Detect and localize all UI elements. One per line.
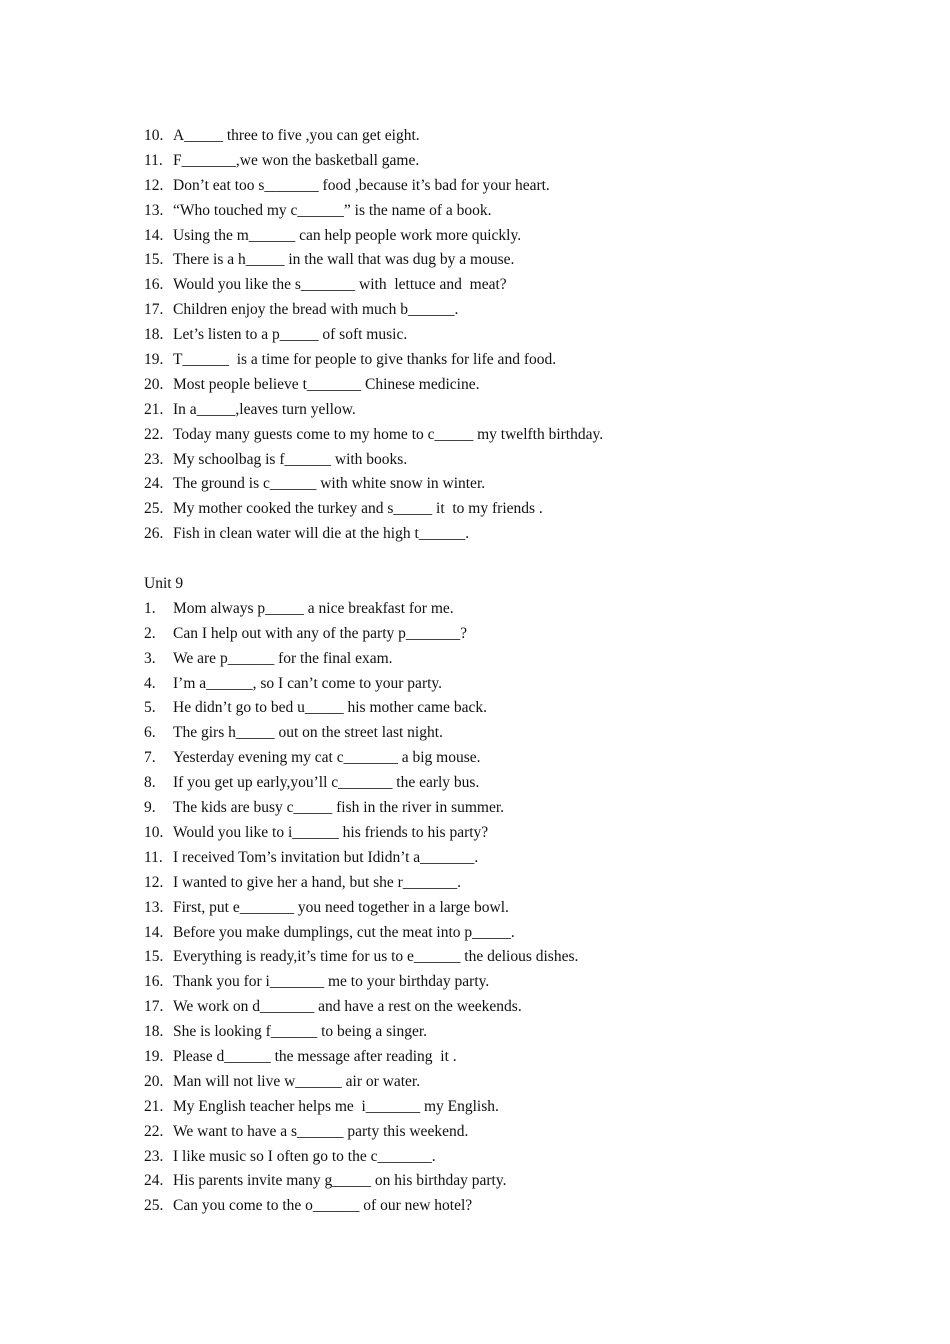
item-number: 20.: [144, 1072, 164, 1090]
exercise-item: [144, 298, 844, 323]
item-number: 15.: [144, 251, 164, 269]
item-sentence: Can I help out with any of the party p_______?: [173, 624, 468, 642]
item-number: 17.: [144, 998, 164, 1016]
item-number: 11.: [144, 151, 163, 169]
item-number: 23.: [144, 1147, 164, 1165]
exercise-item: [144, 821, 844, 846]
item-sentence: His parents invite many g_____ on his birthday party.: [173, 1172, 507, 1190]
item-sentence: She is looking f______ to being a singer.: [173, 1023, 428, 1041]
item-sentence: Man will not live w______ air or water.: [173, 1072, 421, 1090]
item-number: 22.: [144, 425, 164, 443]
exercise-item: [144, 597, 844, 622]
document-content: [144, 124, 844, 1219]
item-number: 12.: [144, 873, 164, 891]
item-number: 15.: [144, 948, 164, 966]
item-sentence: Most people believe t_______ Chinese medicine.: [173, 375, 480, 393]
item-sentence: T______ is a time for people to give thanks for life and food.: [173, 351, 557, 369]
exercise-item: [144, 647, 844, 672]
item-number: 18.: [144, 326, 164, 344]
item-sentence: Don’t eat too s_______ food ,because it’s bad for your heart.: [173, 176, 550, 194]
item-number: 10.: [144, 127, 164, 144]
item-sentence: Using the m______ can help people work more quickly.: [173, 226, 522, 244]
exercise-item: [144, 398, 844, 423]
item-number: 12.: [144, 176, 164, 194]
item-number: 21.: [144, 1097, 164, 1115]
item-sentence: Please d______ the message after reading it .: [173, 1047, 457, 1065]
item-sentence: There is a h_____ in the wall that was dug by a mouse.: [173, 251, 515, 269]
exercise-item: [144, 771, 844, 796]
item-number: 18.: [144, 1023, 164, 1041]
exercise-item: [144, 896, 844, 921]
item-number: 16.: [144, 973, 164, 991]
item-number: 4.: [144, 674, 156, 692]
exercise-item: [144, 248, 844, 273]
item-sentence: If you get up early,you’ll c_______ the early bus.: [173, 774, 480, 792]
exercise-item: [144, 348, 844, 373]
exercise-item: [144, 746, 844, 771]
exercise-item: [144, 970, 844, 995]
item-number: 23.: [144, 450, 164, 468]
item-number: 11.: [144, 848, 163, 866]
item-sentence: A_____ three to five ,you can get eight.: [173, 127, 420, 144]
item-number: 19.: [144, 1047, 164, 1065]
item-sentence: Fish in clean water will die at the high t______.: [173, 525, 470, 543]
exercise-item: [144, 373, 844, 398]
exercise-item: [144, 1095, 844, 1120]
exercise-item: [144, 1020, 844, 1045]
exercise-item: [144, 1194, 844, 1219]
item-number: 26.: [144, 525, 164, 543]
exercise-item: [144, 1169, 844, 1194]
exercise-item: [144, 846, 844, 871]
item-sentence: Yesterday evening my cat c_______ a big mouse.: [173, 749, 481, 767]
item-number: 17.: [144, 301, 164, 319]
item-number: 6.: [144, 724, 156, 742]
item-number: 7.: [144, 749, 156, 767]
exercise-item: [144, 522, 844, 547]
item-number: 5.: [144, 699, 156, 717]
item-number: 14.: [144, 923, 164, 941]
exercise-item: [144, 945, 844, 970]
exercise-item: [144, 199, 844, 224]
exercise-item: [144, 721, 844, 746]
exercise-item: [144, 1070, 844, 1095]
exercise-item: [144, 871, 844, 896]
item-sentence: Before you make dumplings, cut the meat into p_____.: [173, 923, 515, 941]
item-number: 16.: [144, 276, 164, 294]
exercise-item: [144, 273, 844, 298]
item-number: 10.: [144, 823, 164, 841]
item-sentence: Would you like the s_______ with lettuce and meat?: [173, 276, 507, 294]
item-number: 8.: [144, 774, 156, 792]
item-sentence: I wanted to give her a hand, but she r_______.: [173, 873, 461, 891]
item-sentence: My English teacher helps me i_______ my English.: [173, 1097, 499, 1115]
exercise-item: [144, 1145, 844, 1170]
item-sentence: I’m a______, so I can’t come to your party.: [173, 674, 443, 692]
item-sentence: The girs h_____ out on the street last night.: [173, 724, 443, 742]
section-heading-unit-9: Unit 9: [144, 575, 184, 593]
item-number: 24.: [144, 475, 164, 493]
item-sentence: My mother cooked the turkey and s_____ it to my friends .: [173, 500, 543, 518]
item-sentence: The ground is c______ with white snow in winter.: [173, 475, 486, 493]
item-number: 9.: [144, 799, 156, 817]
exercise-item: [144, 622, 844, 647]
exercise-item: [144, 921, 844, 946]
item-sentence: “Who touched my c______” is the name of a book.: [173, 201, 492, 219]
exercise-item: [144, 995, 844, 1020]
item-sentence: We are p______ for the final exam.: [173, 649, 393, 667]
item-sentence: Would you like to i______ his friends to his party?: [173, 823, 489, 841]
item-sentence: The kids are busy c_____ fish in the river in summer.: [173, 799, 505, 817]
item-sentence: We work on d_______ and have a rest on the weekends.: [173, 998, 522, 1016]
exercise-item: [144, 497, 844, 522]
item-sentence: In a_____,leaves turn yellow.: [173, 400, 356, 418]
exercise-list-part-1: [144, 124, 844, 547]
exercise-item: [144, 323, 844, 348]
item-number: 14.: [144, 226, 164, 244]
item-sentence: Can you come to the o______ of our new hotel?: [173, 1197, 473, 1215]
exercise-item: [144, 423, 844, 448]
item-sentence: Children enjoy the bread with much b______.: [173, 301, 459, 319]
exercise-item: [144, 224, 844, 249]
item-number: 13.: [144, 201, 164, 219]
exercise-item: [144, 174, 844, 199]
exercise-item: [144, 124, 844, 149]
item-number: 20.: [144, 375, 164, 393]
exercise-item: [144, 796, 844, 821]
item-number: 21.: [144, 400, 164, 418]
item-sentence: We want to have a s______ party this weekend.: [173, 1122, 469, 1140]
exercise-item: [144, 672, 844, 697]
item-sentence: I like music so I often go to the c_______.: [173, 1147, 436, 1165]
item-sentence: Mom always p_____ a nice breakfast for me.: [173, 599, 454, 617]
exercise-item: [144, 1120, 844, 1145]
item-number: 24.: [144, 1172, 164, 1190]
item-number: 25.: [144, 1197, 164, 1215]
item-number: 25.: [144, 500, 164, 518]
item-sentence: Let’s listen to a p_____ of soft music.: [173, 326, 408, 344]
exercise-item: [144, 472, 844, 497]
item-number: 2.: [144, 624, 156, 642]
item-sentence: Thank you for i_______ me to your birthday party.: [173, 973, 490, 991]
item-sentence: F_______,we won the basketball game.: [173, 151, 420, 169]
item-sentence: He didn’t go to bed u_____ his mother came back.: [173, 699, 487, 717]
item-number: 13.: [144, 898, 164, 916]
exercise-item: [144, 1045, 844, 1070]
item-sentence: My schoolbag is f______ with books.: [173, 450, 408, 468]
item-number: 1.: [144, 599, 156, 617]
item-number: 3.: [144, 649, 156, 667]
item-sentence: Today many guests come to my home to c_____ my twelfth birthday.: [173, 425, 604, 443]
exercise-item: [144, 696, 844, 721]
exercise-item: [144, 448, 844, 473]
exercise-item: [144, 149, 844, 174]
exercise-list-unit-9: [144, 597, 844, 1219]
item-number: 19.: [144, 351, 164, 369]
item-sentence: I received Tom’s invitation but Ididn’t a_______.: [173, 848, 479, 866]
item-sentence: Everything is ready,it’s time for us to e______ the delious dishes.: [173, 948, 579, 966]
section-gap: [144, 547, 844, 572]
item-number: 22.: [144, 1122, 164, 1140]
item-sentence: First, put e_______ you need together in a large bowl.: [173, 898, 509, 916]
